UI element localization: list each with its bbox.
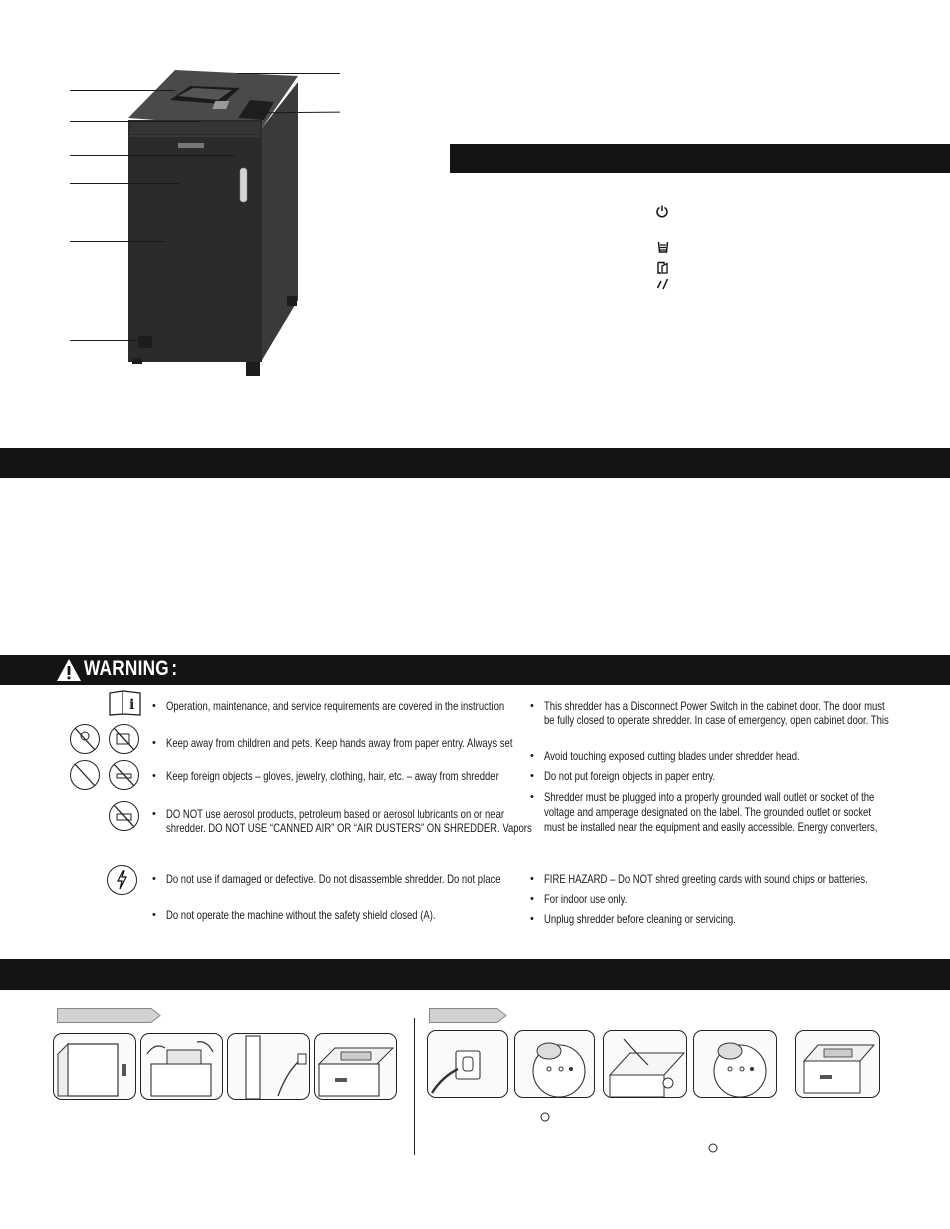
warning-left-4b: shredder. DO NOT USE “CANNED AIR” OR “AIR DUSTERS” ON SHREDDER. Vapors bbox=[166, 822, 532, 835]
operation-step-tab bbox=[429, 1008, 507, 1023]
shredder-illustration bbox=[0, 60, 360, 390]
plug-cord-icon bbox=[227, 1033, 310, 1100]
bullet: • bbox=[152, 909, 156, 921]
warning-right-4b: voltage and amperage designated on the label. The grounded outlet or socket bbox=[544, 806, 872, 819]
power-indicator-icon bbox=[708, 1143, 718, 1153]
warning-left-1: Operation, maintenance, and service requirements are covered in the instruction bbox=[166, 700, 505, 713]
bullet: • bbox=[530, 750, 534, 762]
section-header-bar bbox=[0, 448, 950, 478]
door-open-icon bbox=[656, 261, 669, 274]
controls-header-bar bbox=[450, 144, 950, 173]
setup-step-tab bbox=[57, 1008, 161, 1023]
warning-right-4c: must be installed near the equipment and easily accessible. Energy converters, bbox=[544, 821, 878, 834]
press-power-icon bbox=[514, 1030, 595, 1098]
bullet: • bbox=[530, 770, 534, 782]
bullet: • bbox=[530, 913, 534, 925]
column-divider bbox=[414, 1018, 415, 1155]
bullet: • bbox=[152, 873, 156, 885]
bullet: • bbox=[530, 791, 534, 803]
bullet: • bbox=[530, 700, 534, 712]
warning-title: WARNING : bbox=[84, 657, 178, 680]
callout-line-1 bbox=[70, 90, 175, 91]
warning-triangle-icon bbox=[56, 658, 82, 682]
callout-line-3 bbox=[70, 155, 235, 156]
callout-line-2 bbox=[70, 121, 200, 122]
icon-slashes bbox=[70, 724, 140, 834]
lightning-bolt bbox=[115, 870, 129, 890]
press-button-icon bbox=[693, 1030, 777, 1098]
warning-left-3: Keep foreign objects – gloves, jewelry, clothing, hair, etc. – away from shredder bbox=[166, 770, 499, 783]
remove-packaging-icon bbox=[140, 1033, 223, 1100]
warning-left-6: Do not operate the machine without the safety shield closed (A). bbox=[166, 909, 436, 922]
bullet: • bbox=[152, 770, 156, 782]
svg-text:i: i bbox=[129, 697, 135, 713]
manual-info-icon bbox=[108, 690, 142, 716]
power-icon bbox=[655, 204, 669, 218]
bullet: • bbox=[530, 873, 534, 885]
power-indicator-icon bbox=[540, 1112, 550, 1122]
warning-left-2: Keep away from children and pets. Keep hands away from paper entry. Always set bbox=[166, 737, 513, 750]
setup-header-bar bbox=[0, 959, 950, 990]
warning-right-1a: This shredder has a Disconnect Power Switch in the cabinet door. The door must bbox=[544, 700, 885, 713]
callout-line-6 bbox=[70, 340, 138, 341]
shredder-done-icon bbox=[795, 1030, 880, 1098]
bin-full-icon bbox=[657, 240, 669, 253]
shredder-head-icon bbox=[314, 1033, 397, 1100]
callout-line-4 bbox=[70, 183, 180, 184]
feed-paper-icon bbox=[603, 1030, 687, 1098]
warning-right-2: Avoid touching exposed cutting blades under shredder head. bbox=[544, 750, 800, 763]
warning-right-1b: be fully closed to operate shredder. In case of emergency, open cabinet door. This bbox=[544, 714, 889, 727]
warning-left-5: Do not use if damaged or defective. Do not disassemble shredder. Do not place bbox=[166, 873, 501, 886]
callout-line-top-right bbox=[237, 73, 340, 74]
open-cabinet-icon bbox=[53, 1033, 136, 1100]
bullet: • bbox=[152, 737, 156, 749]
callout-line-5 bbox=[70, 241, 165, 242]
plug-in-wall-icon bbox=[427, 1030, 508, 1098]
warning-right-6: For indoor use only. bbox=[544, 893, 628, 906]
warning-right-4a: Shredder must be plugged into a properly grounded wall outlet or socket of the bbox=[544, 791, 875, 804]
warning-right-7: Unplug shredder before cleaning or servicing. bbox=[544, 913, 736, 926]
warning-right-5: FIRE HAZARD – Do NOT shred greeting cards with sound chips or batteries. bbox=[544, 873, 868, 886]
bullet: • bbox=[530, 893, 534, 905]
warning-right-3: Do not put foreign objects in paper entry. bbox=[544, 770, 716, 783]
bullet: • bbox=[152, 808, 156, 820]
warning-left-4a: DO NOT use aerosol products, petroleum based or aerosol lubricants on or near bbox=[166, 808, 505, 821]
paper-jam-icon bbox=[656, 277, 669, 290]
bullet: • bbox=[152, 700, 156, 712]
